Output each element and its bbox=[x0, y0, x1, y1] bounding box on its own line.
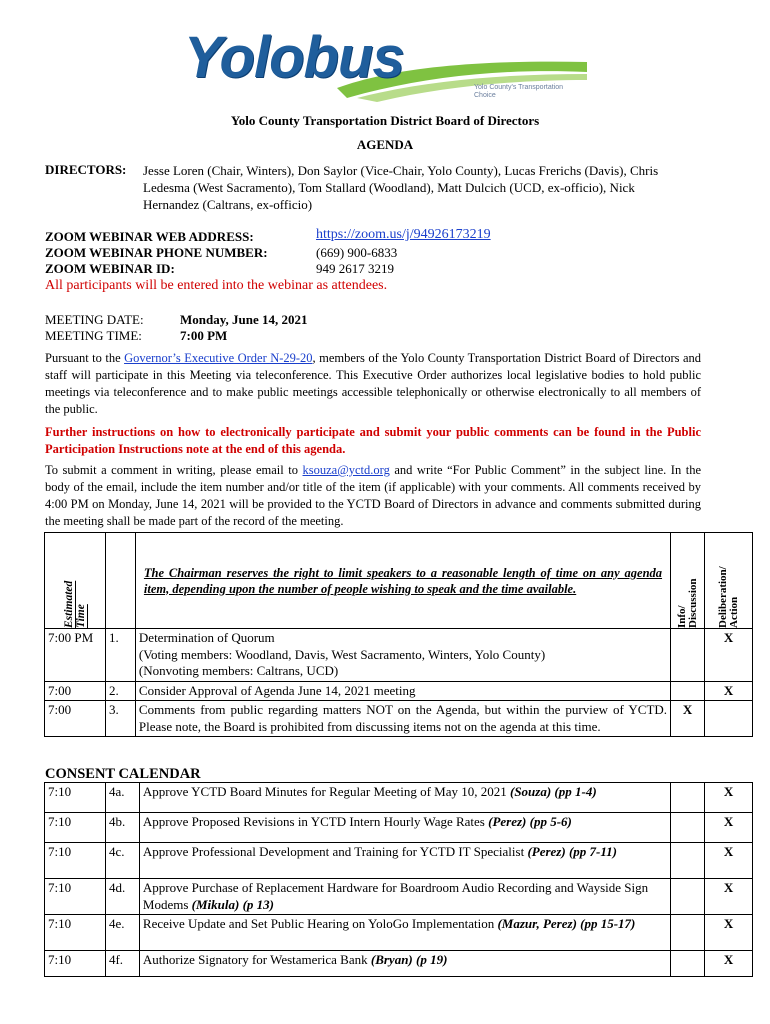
estimated-time-header bbox=[45, 533, 106, 629]
consent-row bbox=[45, 783, 753, 813]
consent-ref: (Perez) (pp 5-6) bbox=[488, 814, 572, 829]
item-number: 2. bbox=[105, 681, 135, 701]
consent-text: Authorize Signatory for Westamerica Bank bbox=[142, 952, 371, 967]
action-mark: X bbox=[705, 843, 753, 879]
consent-calendar-title: CONSENT CALENDAR bbox=[45, 766, 201, 782]
info-mark bbox=[671, 783, 705, 813]
logo-tagline: Yolo County's Transportation Choice bbox=[474, 84, 564, 99]
consent-number: 4a. bbox=[105, 783, 139, 813]
consent-table bbox=[44, 782, 753, 977]
item-time: 7:00 PM bbox=[45, 629, 106, 682]
meeting-date-label: MEETING DATE: bbox=[45, 312, 144, 327]
zoom-address-label: ZOOM WEBINAR WEB ADDRESS: bbox=[45, 229, 254, 244]
submit-comment-paragraph bbox=[45, 462, 701, 530]
zoom-phone-value: (669) 900-6833 bbox=[316, 245, 398, 260]
pursuant-paragraph bbox=[45, 350, 701, 418]
attendees-notice: All participants will be entered into the webinar as attendees. bbox=[45, 278, 388, 293]
consent-number: 4b. bbox=[105, 813, 139, 843]
consent-time: 7:10 bbox=[45, 783, 106, 813]
pursuant-text: , members of the Yolo County Transportation District Board of Directors and staff will participate in this Meeting via teleconference. This Executive Order authorizes local legislative bodies to hold public meetings via teleconference and to make public meetings accessible telephonically or otherwise electronically to all members of the public. bbox=[45, 351, 701, 416]
directors-label: DIRECTORS: bbox=[45, 162, 127, 177]
action-mark: X bbox=[705, 915, 753, 951]
consent-row bbox=[45, 813, 753, 843]
item-description: Comments from public regarding matters NOT on the Agenda, but within the purview of YCTD. Please note, the Board is prohibited from discussing items not on the agenda at this time. bbox=[135, 701, 670, 737]
logo-wordmark: Yolobus bbox=[184, 25, 404, 90]
consent-time: 7:10 bbox=[45, 813, 106, 843]
consent-time: 7:10 bbox=[45, 951, 106, 977]
info-mark bbox=[671, 915, 705, 951]
time-label: Time bbox=[74, 604, 87, 628]
info-label: Info/ bbox=[675, 605, 688, 628]
consent-description bbox=[139, 813, 670, 843]
consent-time: 7:10 bbox=[45, 915, 106, 951]
action-mark bbox=[705, 701, 753, 737]
consent-ref: (Mikula) (p 13) bbox=[191, 896, 274, 912]
item-subtext: (Voting members: Woodland, Davis, West Sacramento, Winters, Yolo County) bbox=[138, 646, 546, 662]
consent-row bbox=[45, 843, 753, 879]
action-mark: X bbox=[705, 813, 753, 843]
agenda-table bbox=[44, 532, 753, 737]
consent-description bbox=[139, 951, 670, 977]
consent-ref: (Souza) (pp 1-4) bbox=[509, 784, 597, 799]
consent-text: Approve YCTD Board Minutes for Regular Meeting of May 10, 2021 bbox=[142, 784, 510, 799]
board-title: Yolo County Transportation District Board of Directors bbox=[230, 113, 540, 128]
consent-number: 4f. bbox=[105, 951, 139, 977]
item-time: 7:00 bbox=[45, 701, 106, 737]
consent-row bbox=[45, 915, 753, 951]
zoom-id-value: 949 2617 3219 bbox=[316, 261, 394, 276]
yolobus-logo bbox=[182, 22, 590, 108]
discussion-label: Discussion bbox=[686, 578, 699, 628]
consent-ref: (Perez) (pp 7-11) bbox=[527, 844, 617, 859]
meeting-time-value: 7:00 PM bbox=[180, 328, 228, 343]
deliberation-action-header bbox=[705, 533, 753, 629]
zoom-id-label: ZOOM WEBINAR ID: bbox=[45, 261, 175, 276]
directors-list bbox=[143, 162, 713, 213]
info-discussion-header bbox=[671, 533, 705, 629]
item-time: 7:00 bbox=[45, 681, 106, 701]
consent-text: Approve Professional Development and Training for YCTD IT Specialist bbox=[142, 844, 528, 859]
agenda-row bbox=[45, 701, 753, 737]
agenda-row bbox=[45, 629, 753, 682]
agenda-header-row bbox=[45, 533, 753, 629]
directors-line: Ledesma (West Sacramento), Tom Stallard (Woodland), Matt Dulcich (UCD, ex-officio), Nick bbox=[143, 180, 635, 195]
consent-time: 7:10 bbox=[45, 843, 106, 879]
consent-ref: (Bryan) (p 19) bbox=[370, 952, 448, 967]
info-mark bbox=[671, 951, 705, 977]
consent-description bbox=[139, 879, 670, 915]
pursuant-text: Pursuant to the bbox=[45, 351, 125, 365]
submit-text: To submit a comment in writing, please email to bbox=[45, 463, 303, 477]
zoom-address-link[interactable]: https://zoom.us/j/94926173219 bbox=[316, 227, 491, 242]
info-mark bbox=[671, 629, 705, 682]
consent-text: Approve Purchase of Replacement Hardware for Boardroom Audio Recording and Wayside Sign Modems bbox=[142, 880, 649, 912]
agenda-row bbox=[45, 681, 753, 701]
action-mark: X bbox=[705, 879, 753, 915]
item-description: Consider Approval of Agenda June 14, 2021 meeting bbox=[135, 681, 670, 701]
further-instructions: Further instructions on how to electronically participate and submit your public comments can be found in the Public Participation Instructions note at the end of this agenda. bbox=[45, 425, 701, 456]
consent-description bbox=[139, 843, 670, 879]
item-subtext: (Nonvoting members: Caltrans, UCD) bbox=[138, 663, 339, 678]
item-description bbox=[135, 629, 670, 682]
consent-time: 7:10 bbox=[45, 879, 106, 915]
meeting-time-label: MEETING TIME: bbox=[45, 328, 142, 343]
info-mark: X bbox=[671, 701, 705, 737]
consent-text: Receive Update and Set Public Hearing on YoloGo Implementation bbox=[142, 916, 498, 931]
action-mark: X bbox=[705, 783, 753, 813]
deliberation-label: Deliberation/ bbox=[716, 566, 729, 628]
item-number-header bbox=[105, 533, 135, 629]
consent-number: 4e. bbox=[105, 915, 139, 951]
info-mark bbox=[671, 879, 705, 915]
info-mark bbox=[671, 813, 705, 843]
consent-row bbox=[45, 879, 753, 915]
submit-text: and write “For Public Comment” in the subject line. In the body of the email, include the item number and/or title of the item (if applicable) with your comments. All comments received by 4:00 PM on Monday, June 14, 2021 will be provided to the YCTD Board of Directors in advance and comments submitted during the meeting shall be made part of the record of the meeting. bbox=[45, 463, 701, 528]
executive-order-link[interactable]: Governor’s Executive Order N-29-20 bbox=[124, 351, 313, 365]
consent-row bbox=[45, 951, 753, 977]
consent-description bbox=[139, 915, 670, 951]
consent-number: 4d. bbox=[105, 879, 139, 915]
zoom-phone-label: ZOOM WEBINAR PHONE NUMBER: bbox=[45, 245, 268, 260]
item-title: Determination of Quorum bbox=[138, 630, 275, 645]
info-mark bbox=[671, 681, 705, 701]
action-label: Action bbox=[727, 596, 740, 628]
consent-number: 4c. bbox=[105, 843, 139, 879]
consent-ref: (Mazur, Perez) (pp 15-17) bbox=[497, 916, 636, 931]
directors-line: Hernandez (Caltrans, ex-officio) bbox=[143, 197, 313, 212]
action-mark: X bbox=[705, 629, 753, 682]
chairman-note: The Chairman reserves the right to limit speakers to a reasonable length of time on any agenda item, depending upon the number of people wishing to speak and the time available. bbox=[143, 565, 663, 596]
agenda-title: AGENDA bbox=[356, 137, 414, 152]
estimated-label: Estimated bbox=[62, 580, 75, 628]
chairman-note-cell bbox=[135, 533, 670, 629]
meeting-date-value: Monday, June 14, 2021 bbox=[180, 312, 308, 327]
action-mark: X bbox=[705, 951, 753, 977]
info-mark bbox=[671, 843, 705, 879]
email-link[interactable]: ksouza@yctd.org bbox=[302, 463, 390, 477]
consent-description bbox=[139, 783, 670, 813]
item-number: 1. bbox=[105, 629, 135, 682]
directors-line: Jesse Loren (Chair, Winters), Don Saylor (Vice-Chair, Yolo County), Lucas Frerichs (Davis), Chris bbox=[143, 163, 659, 178]
item-number: 3. bbox=[105, 701, 135, 737]
action-mark: X bbox=[705, 681, 753, 701]
consent-text: Approve Proposed Revisions in YCTD Intern Hourly Wage Rates bbox=[142, 814, 489, 829]
